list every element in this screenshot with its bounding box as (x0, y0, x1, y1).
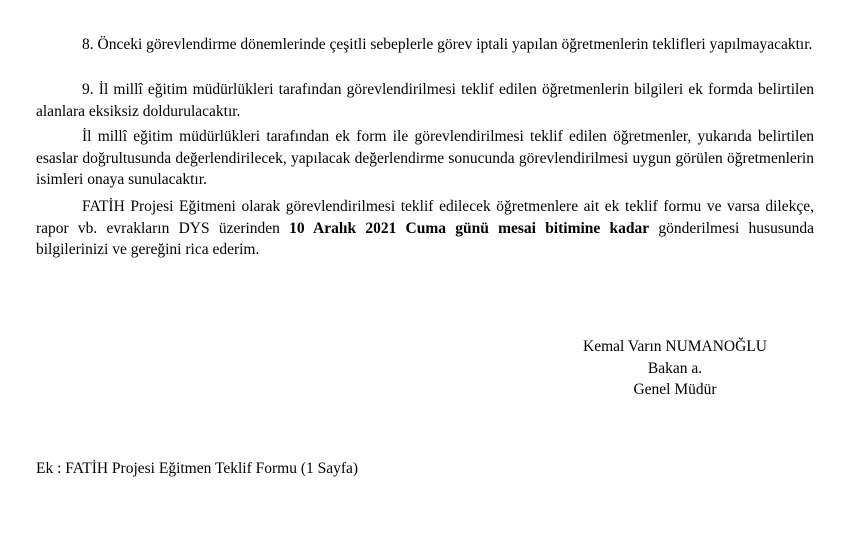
attachment-label: Ek : (36, 460, 62, 477)
closing-text-before: FATİH Projesi Eğitmeni olarak görevlendirilmesi teklif edilecek öğretmenlere ait ek teklif formu ve varsa dilekçe, rapor vb. evrakların DYS üzerinden (36, 198, 814, 237)
closing-text-after: gönderilmesi hususunda bilgilerinizi ve gereğini rica ederim. (36, 219, 814, 258)
signatory-name: Kemal Varın NUMANOĞLU (583, 338, 767, 355)
paragraph-item-8-text: 8. Önceki görevlendirme dönemlerinde çeşitli sebeplerle görev iptali yapılan öğretmenlerin teklifleri yapılmayacaktır. (82, 36, 813, 53)
paragraph-item-9 (36, 79, 814, 122)
paragraph-evaluation (36, 126, 814, 191)
deadline-bold-text: 10 Aralık 2021 Cuma günü mesai bitimine kadar (289, 219, 650, 237)
attachment-text: FATİH Projesi Eğitmen Teklif Formu (1 Sayfa) (65, 460, 359, 477)
paragraph-closing (36, 196, 814, 261)
paragraph-item-9-text: 9. İl millî eğitim müdürlükleri tarafından görevlendirilmesi teklif edilen öğretmenlerin bilgileri ek formda belirtilen alanlara eksiksiz doldurulacaktır. (36, 81, 814, 120)
attachment-line (36, 458, 358, 480)
signatory-on-behalf: Bakan a. (647, 359, 703, 377)
signature-block (545, 336, 805, 401)
paragraph-item-8 (36, 34, 814, 56)
signatory-title: Genel Müdür (633, 381, 717, 398)
paragraph-evaluation-text: İl millî eğitim müdürlükleri tarafından ek form ile görevlendirilmesi teklif edilen öğretmenler, yukarıda belirtilen esaslar doğrultusunda değerlendirilecek, yapılacak değerlendirme sonucunda görevlendirilmesi uygun görülen öğretmenlerin isimleri onaya sunulacaktır. (36, 128, 814, 188)
